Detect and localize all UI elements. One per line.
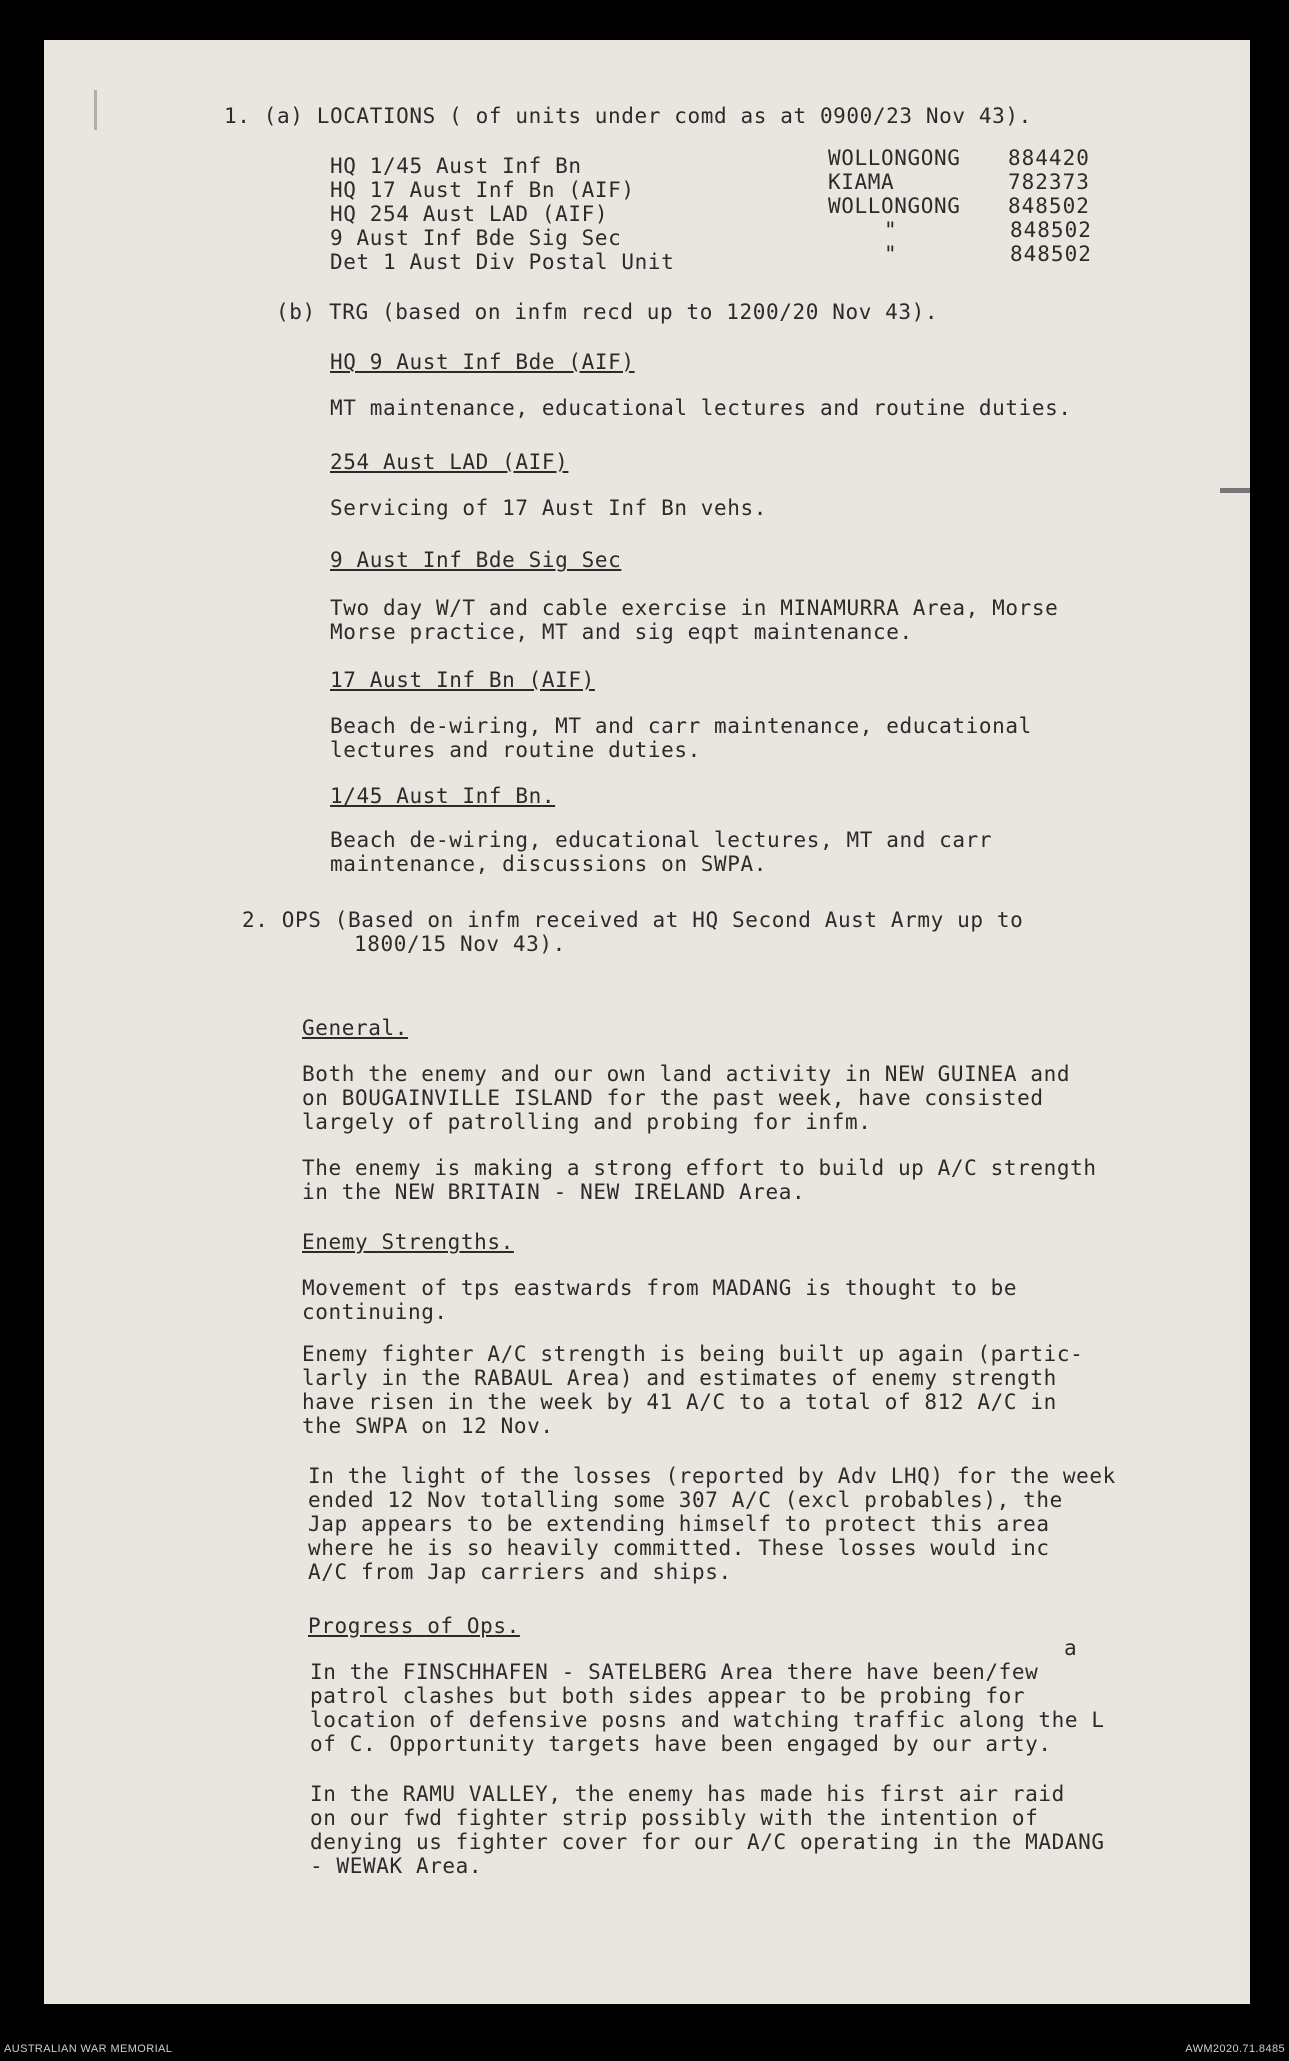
paragraph-line: in the NEW BRITAIN - NEW IRELAND Area. <box>302 1180 806 1204</box>
location-unit-place: " <box>884 242 898 266</box>
location-unit-ref: 848502 <box>1008 194 1090 218</box>
paragraph-line: on our fwd fighter strip possibly with the intention of <box>310 1806 1039 1830</box>
location-unit-ref: 782373 <box>1008 170 1090 194</box>
trg-unit-title: 1/45 Aust Inf Bn. <box>330 784 556 808</box>
trg-unit-text: Beach de-wiring, MT and carr maintenance, educational <box>330 714 1032 738</box>
paragraph-line: ended 12 Nov totalling some 307 A/C (excl probables), the <box>308 1488 1063 1512</box>
location-unit-ref: 848502 <box>1010 218 1092 242</box>
trg-unit-text: Beach de-wiring, educational lectures, MT and carr <box>330 828 993 852</box>
trg-unit-title: 9 Aust Inf Bde Sig Sec <box>330 548 622 572</box>
ops-heading: 2. OPS (Based on infm received at HQ Second Aust Army up to <box>242 908 1024 932</box>
paragraph-line: have risen in the week by 41 A/C to a total of 812 A/C in <box>302 1390 1057 1414</box>
paragraph-line: In the RAMU VALLEY, the enemy has made his first air raid <box>310 1782 1065 1806</box>
paragraph-line: Movement of tps eastwards from MADANG is thought to be <box>302 1276 1018 1300</box>
handwritten-insert: a <box>1064 1636 1078 1660</box>
paragraph-line: where he is so heavily committed. These losses would inc <box>308 1536 1050 1560</box>
document-page <box>44 40 1250 2004</box>
location-unit-place: " <box>884 218 898 242</box>
footer-reference: AWM2020.71.8485 <box>1185 2043 1285 2055</box>
paragraph-line: The enemy is making a strong effort to build up A/C strength <box>302 1156 1097 1180</box>
paragraph-line: location of defensive posns and watching traffic along the L <box>310 1708 1105 1732</box>
paragraph-line: - WEWAK Area. <box>310 1854 483 1878</box>
location-unit-place: WOLLONGONG <box>828 146 961 170</box>
trg-unit-title: HQ 9 Aust Inf Bde (AIF) <box>330 350 635 374</box>
paragraph-line: of C. Opportunity targets have been engaged by our arty. <box>310 1732 1052 1756</box>
trg-unit-text: lectures and routine duties. <box>330 738 701 762</box>
paragraph-line: largely of patrolling and probing for infm. <box>302 1110 872 1134</box>
paragraph-line: patrol clashes but both sides appear to be probing for <box>310 1684 1026 1708</box>
trg-heading: (b) TRG (based on infm recd up to 1200/20 Nov 43). <box>276 300 939 324</box>
location-unit-ref: 848502 <box>1010 242 1092 266</box>
location-unit-name: 9 Aust Inf Bde Sig Sec <box>330 226 622 250</box>
trg-unit-text: Servicing of 17 Aust Inf Bn vehs. <box>330 496 768 520</box>
locations-heading: 1. (a) LOCATIONS ( of units under comd as at 0900/23 Nov 43). <box>224 104 1032 128</box>
trg-unit-text: MT maintenance, educational lectures and routine duties. <box>330 396 1072 420</box>
location-unit-place: WOLLONGONG <box>828 194 961 218</box>
trg-unit-title: 254 Aust LAD (AIF) <box>330 450 569 474</box>
paragraph-line: In the FINSCHHAFEN - SATELBERG Area there have been/few <box>310 1660 1039 1684</box>
location-unit-name: Det 1 Aust Div Postal Unit <box>330 250 675 274</box>
location-unit-name: HQ 1/45 Aust Inf Bn <box>330 154 582 178</box>
trg-unit-text: Morse practice, MT and sig eqpt maintenance. <box>330 620 913 644</box>
footer-archive-label: AUSTRALIAN WAR MEMORIAL <box>4 2043 173 2055</box>
paragraph-line: the SWPA on 12 Nov. <box>302 1414 554 1438</box>
location-unit-name: HQ 17 Aust Inf Bn (AIF) <box>330 178 635 202</box>
section-title-strengths: Enemy Strengths. <box>302 1230 514 1254</box>
trg-unit-text: Two day W/T and cable exercise in MINAMURRA Area, Morse <box>330 596 1059 620</box>
location-unit-ref: 884420 <box>1008 146 1090 170</box>
section-title-progress: Progress of Ops. <box>308 1614 520 1638</box>
paragraph-line: continuing. <box>302 1300 448 1324</box>
paragraph-line: Jap appears to be extending himself to protect this area <box>308 1512 1050 1536</box>
location-unit-place: KIAMA <box>828 170 895 194</box>
location-unit-name: HQ 254 Aust LAD (AIF) <box>330 202 609 226</box>
ops-heading: 1800/15 Nov 43). <box>354 932 566 956</box>
paragraph-line: Both the enemy and our own land activity in NEW GUINEA and <box>302 1062 1071 1086</box>
paragraph-line: In the light of the losses (reported by Adv LHQ) for the week <box>308 1464 1116 1488</box>
paragraph-line: Enemy fighter A/C strength is being built up again (partic- <box>302 1342 1084 1366</box>
trg-unit-text: maintenance, discussions on SWPA. <box>330 852 768 876</box>
paragraph-line: on BOUGAINVILLE ISLAND for the past week, have consisted <box>302 1086 1044 1110</box>
staple-mark <box>1220 488 1250 493</box>
trg-unit-title: 17 Aust Inf Bn (AIF) <box>330 668 595 692</box>
paragraph-line: A/C from Jap carriers and ships. <box>308 1560 732 1584</box>
paragraph-line: denying us fighter cover for our A/C operating in the MADANG <box>310 1830 1105 1854</box>
section-title-general: General. <box>302 1016 408 1040</box>
punch-mark <box>94 90 97 130</box>
paragraph-line: larly in the RABAUL Area) and estimates of enemy strength <box>302 1366 1057 1390</box>
